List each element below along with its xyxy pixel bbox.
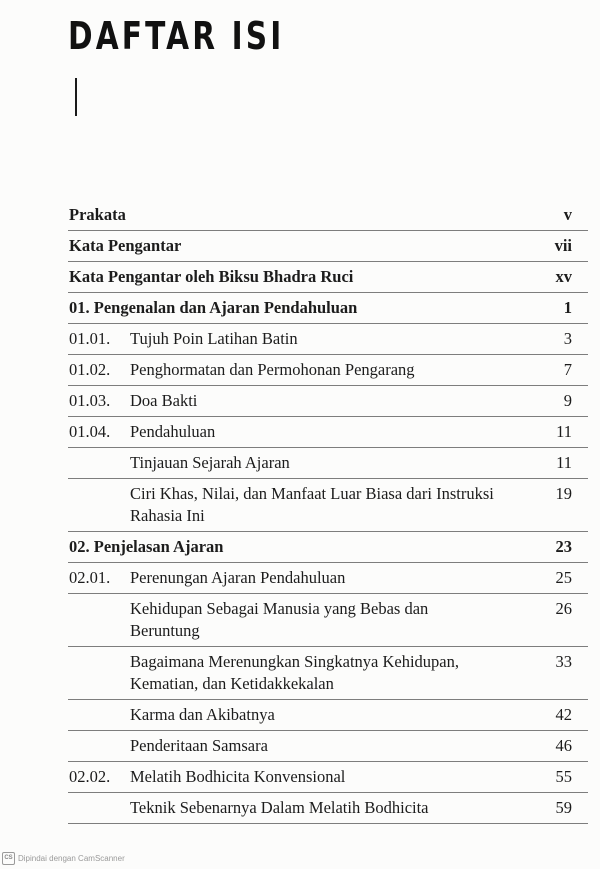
toc-entry-page: 11 [556, 453, 572, 472]
toc-entry[interactable] [68, 293, 588, 324]
toc-entry-page: 46 [555, 736, 572, 755]
toc-entry-title: Tujuh Poin Latihan Batin [130, 329, 298, 348]
toc-entry-page: 55 [555, 767, 572, 786]
toc-entry-page: 3 [563, 329, 572, 348]
toc-entry-title: Perenungan Ajaran Pendahuluan [130, 568, 346, 587]
toc-entry-title: 02. Penjelasan Ajaran [69, 537, 224, 556]
toc-entry-number: 01.01. [69, 329, 111, 348]
toc-entry-number: 01.02. [69, 360, 111, 379]
toc-entry[interactable] [68, 262, 588, 293]
toc-entry[interactable] [68, 355, 588, 386]
toc-entry-title: Ciri Khas, Nilai, dan Manfaat Luar Biasa dari Instruksi Rahasia Ini [130, 484, 494, 525]
toc-entry-title: Doa Bakti [130, 391, 198, 410]
toc-entry-title: Penghormatan dan Permohonan Pengarang [130, 360, 415, 379]
toc-entry[interactable] [68, 386, 588, 417]
toc-entry-title: Melatih Bodhicita Konvensional [130, 767, 346, 786]
toc-entry-page: vii [554, 236, 572, 255]
toc-entry[interactable] [68, 762, 588, 793]
toc-entry[interactable] [68, 479, 588, 532]
toc-entry[interactable] [68, 594, 588, 647]
toc-entry-page: 9 [563, 391, 572, 410]
toc-entry-title: 01. Pengenalan dan Ajaran Pendahuluan [69, 298, 358, 317]
toc-entry-page: 59 [555, 798, 572, 817]
toc-entry[interactable] [68, 563, 588, 594]
toc-entry-page: 11 [556, 422, 572, 441]
toc-entry-page: 42 [555, 705, 572, 724]
toc-entry[interactable] [68, 324, 588, 355]
toc-entry-title: Penderitaan Samsara [130, 736, 268, 755]
toc-entry-title: Kata Pengantar oleh Biksu Bhadra Ruci [69, 267, 354, 286]
table-of-contents [68, 200, 588, 824]
scanner-footer [2, 852, 125, 865]
toc-entry[interactable] [68, 417, 588, 448]
toc-entry[interactable] [68, 647, 588, 700]
toc-entry-number: 02.01. [69, 568, 111, 587]
toc-entry-page: 23 [555, 537, 572, 556]
toc-entry[interactable] [68, 700, 588, 731]
toc-entry[interactable] [68, 532, 588, 563]
scanner-footer-text: Dipindai dengan CamScanner [18, 854, 125, 863]
toc-entry-page: 33 [555, 652, 572, 671]
toc-entry-page: 26 [555, 599, 572, 618]
toc-entry-title: Teknik Sebenarnya Dalam Melatih Bodhicita [130, 798, 429, 817]
toc-entry[interactable] [68, 731, 588, 762]
toc-entry[interactable] [68, 448, 588, 479]
camscanner-logo-icon: CS [2, 852, 15, 865]
toc-entry-title: Kehidupan Sebagai Manusia yang Bebas dan Beruntung [130, 599, 429, 640]
toc-entry-title: Prakata [69, 205, 126, 224]
title-divider [75, 78, 77, 116]
toc-entry-page: 7 [563, 360, 572, 379]
toc-entry-number: 01.03. [69, 391, 111, 410]
toc-entry-page: 19 [555, 484, 572, 503]
toc-entry-page: xv [555, 267, 572, 286]
toc-entry-number: 01.04. [69, 422, 111, 441]
toc-entry[interactable] [68, 793, 588, 824]
toc-entry[interactable] [68, 231, 588, 262]
toc-entry-title: Kata Pengantar [69, 236, 182, 255]
toc-entry-page: v [563, 205, 572, 224]
toc-entry-title: Pendahuluan [130, 422, 216, 441]
toc-entry-title: Bagaimana Merenungkan Singkatnya Kehidupan, Kematian, dan Ketidakkekalan [130, 652, 459, 693]
toc-entry-page: 25 [555, 568, 572, 587]
toc-entry-page: 1 [563, 298, 572, 317]
toc-entry-number: 02.02. [69, 767, 111, 786]
page-title: DAFTAR ISI [68, 14, 285, 58]
toc-entry-title: Tinjauan Sejarah Ajaran [130, 453, 290, 472]
toc-entry[interactable] [68, 200, 588, 231]
toc-entry-title: Karma dan Akibatnya [130, 705, 275, 724]
